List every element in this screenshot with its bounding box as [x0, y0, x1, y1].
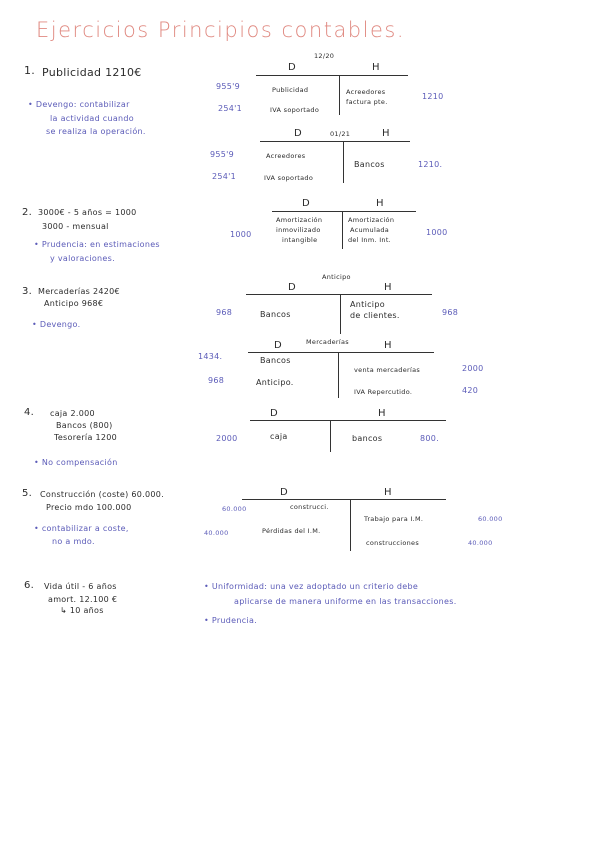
credit-entry: Bancos: [354, 160, 385, 169]
credit-entry: Acumulada: [350, 226, 390, 234]
debit-entry: Acreedores: [266, 152, 306, 160]
note: se realiza la operación.: [46, 127, 146, 136]
exercise-line: 3000€ - 5 años = 1000: [38, 208, 137, 217]
page-title: Ejercicios Principios contables.: [36, 18, 406, 42]
debit-entry: construcci.: [290, 503, 329, 511]
note: • Devengo.: [32, 320, 81, 329]
t-account-divider: [342, 211, 343, 249]
note: • contabilizar a coste,: [34, 524, 129, 533]
amount: 955'9: [210, 150, 235, 159]
amount: 60.000: [478, 515, 503, 523]
t-account-divider: [330, 420, 331, 452]
debit-entry: inmovilizado: [276, 226, 321, 234]
debit-entry: Bancos: [260, 310, 291, 319]
debit-entry: Publicidad: [272, 86, 309, 94]
debit-header: D: [288, 62, 297, 73]
note: no a mdo.: [52, 537, 95, 546]
debit-header: D: [274, 340, 283, 351]
exercise-number: 5.: [22, 488, 33, 499]
amount: 254'1: [212, 172, 237, 181]
exercise-line: ↳ 10 años: [60, 606, 104, 615]
credit-entry: de clientes.: [350, 311, 400, 320]
debit-entry: Pérdidas del I.M.: [262, 527, 321, 535]
note: • Prudencia: en estimaciones: [34, 240, 160, 249]
t-account-top-line: [272, 211, 416, 212]
exercise-line: Mercaderías 2420€: [38, 287, 120, 296]
note: • No compensación: [34, 458, 118, 467]
credit-header: H: [378, 408, 386, 419]
amount: 1000: [426, 228, 448, 237]
credit-entry: Anticipo: [350, 300, 385, 309]
note: • Uniformidad: una vez adoptado un criterio debe: [204, 582, 419, 591]
amount: 2000: [462, 364, 484, 373]
t-account-divider: [350, 499, 351, 551]
amount: 968: [216, 308, 233, 317]
exercise-line: Precio mdo 100.000: [46, 503, 132, 512]
t-account-top-line: [248, 352, 434, 353]
debit-header: D: [270, 408, 279, 419]
credit-header: H: [382, 128, 390, 139]
credit-entry: Trabajo para I.M.: [364, 515, 424, 523]
debit-entry: IVA soportado: [270, 106, 320, 114]
debit-entry: intangible: [282, 236, 318, 244]
t-account-top-line: [246, 294, 432, 295]
account-label: Anticipo: [322, 273, 351, 281]
credit-entry: del Inm. Int.: [348, 236, 392, 244]
amount: 968: [208, 376, 225, 385]
t-account-top-line: [256, 75, 408, 76]
exercise-line: Vida útil - 6 años: [44, 582, 117, 591]
note: la actividad cuando: [50, 114, 135, 123]
credit-header: H: [384, 282, 392, 293]
amount: 1434.: [198, 352, 223, 361]
exercise-line: Tesorería 1200: [54, 433, 118, 442]
amount: 800.: [420, 434, 440, 443]
credit-entry: venta mercaderías: [354, 366, 421, 374]
t-account-top-line: [250, 420, 446, 421]
amount: 40.000: [468, 539, 493, 547]
amount: 60.000: [222, 505, 247, 513]
exercise-line: amort. 12.100 €: [48, 595, 118, 604]
t-account-divider: [339, 75, 340, 115]
account-label: Mercaderías: [306, 338, 349, 346]
debit-header: D: [302, 198, 311, 209]
debit-entry: Amortización: [276, 216, 323, 224]
amount: 40.000: [204, 529, 229, 537]
exercise-number: 2.: [22, 207, 33, 218]
note: aplicarse de manera uniforme en las transacciones.: [234, 597, 457, 606]
credit-header: H: [384, 340, 392, 351]
note: • Devengo: contabilizar: [28, 100, 130, 109]
amount: 1210.: [418, 160, 443, 169]
exercise-line: Construcción (coste) 60.000.: [40, 490, 164, 499]
debit-header: D: [280, 487, 289, 498]
date-label: 12/20: [314, 52, 335, 60]
credit-entry: bancos: [352, 434, 383, 443]
exercise-line: Bancos (800): [56, 421, 113, 430]
credit-entry: Acreedores: [346, 88, 386, 96]
t-account-divider: [340, 294, 341, 334]
amount: 1210: [422, 92, 444, 101]
t-account-divider: [338, 352, 339, 398]
credit-header: H: [376, 198, 384, 209]
amount: 420: [462, 386, 479, 395]
amount: 2000: [216, 434, 238, 443]
exercise-number: 3.: [22, 286, 33, 297]
exercise-number: 6.: [24, 580, 35, 591]
debit-header: D: [294, 128, 303, 139]
debit-entry: caja: [270, 432, 288, 441]
credit-header: H: [372, 62, 380, 73]
debit-entry: Anticipo.: [256, 378, 294, 387]
t-account-top-line: [242, 499, 446, 500]
credit-header: H: [384, 487, 392, 498]
amount: 254'1: [218, 104, 243, 113]
note: • Prudencia.: [204, 616, 258, 625]
debit-entry: IVA soportado: [264, 174, 314, 182]
amount: 955'9: [216, 82, 241, 91]
exercise-line: caja 2.000: [50, 409, 95, 418]
credit-entry: IVA Repercutido.: [354, 388, 413, 396]
debit-header: D: [288, 282, 297, 293]
credit-entry: construcciones: [366, 539, 420, 547]
credit-entry: Amortización: [348, 216, 395, 224]
credit-entry: factura pte.: [346, 98, 388, 106]
amount: 968: [442, 308, 459, 317]
exercise-line: Anticipo 968€: [44, 299, 104, 308]
t-account-divider: [343, 141, 344, 183]
exercise-line: 3000 - mensual: [42, 222, 109, 231]
date-label: 01/21: [330, 130, 351, 138]
note: y valoraciones.: [50, 254, 115, 263]
t-account-top-line: [260, 141, 410, 142]
exercise-statement: Publicidad 1210€: [42, 66, 142, 79]
exercise-number: 4.: [24, 407, 35, 418]
amount: 1000: [230, 230, 252, 239]
debit-entry: Bancos: [260, 356, 291, 365]
exercise-number: 1.: [24, 64, 36, 77]
